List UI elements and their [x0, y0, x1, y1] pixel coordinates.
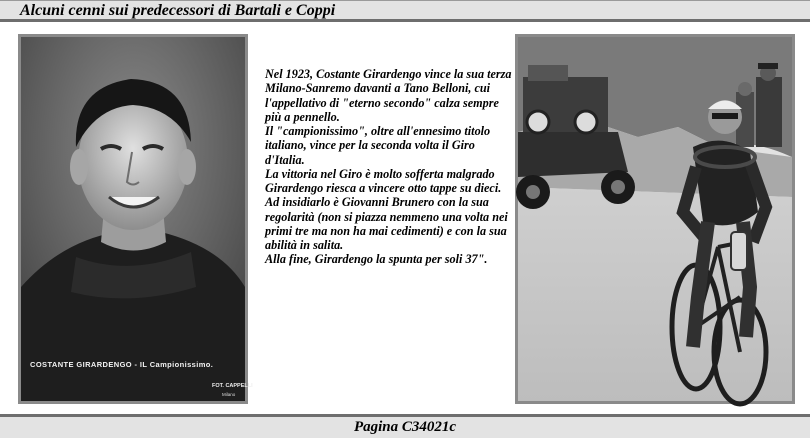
article-paragraph: Il "campionissimo", oltre all'ennesimo titolo italiano, vince per la seconda volta il Giro d'Italia. — [265, 124, 491, 167]
article-paragraph: Ad insidiarlo è Giovanni Brunero con la sua regolarità (non si piazza nemmeno una volta nei primi tre ma non ha mai cedimenti) e con la sua abilità in salita. — [265, 195, 508, 252]
photo-credit: FOT. CAPPELLI — [212, 383, 253, 389]
page-label: Pagina C34021c — [353, 419, 457, 435]
header-bar — [0, 0, 810, 22]
cyclist-race-photo — [515, 34, 795, 404]
page-title: Alcuni cenni sui predecessori di Bartali e Coppi — [20, 2, 336, 19]
article-paragraph: La vittoria nel Giro è molto sofferta malgrado Girardengo riesca a vincere otto tappe su dieci. — [265, 166, 502, 195]
photo-credit-city: Milano — [222, 392, 236, 397]
article-text — [265, 67, 515, 267]
girardengo-portrait-photo — [18, 34, 253, 404]
race-image — [518, 37, 792, 401]
portrait-image — [21, 37, 245, 401]
article-paragraph: Alla fine, Girardengo la spunta per soli 37". — [265, 252, 488, 267]
photo-caption: COSTANTE GIRARDENGO - IL Campionissimo. — [30, 360, 214, 369]
article-paragraph: Nel 1923, Costante Girardengo vince la sua terza Milano-Sanremo davanti a Tano Belloni, cui l'appellativo di "eterno secondo" calza sempre più a pennello. — [265, 67, 512, 124]
footer-bar — [0, 414, 810, 438]
